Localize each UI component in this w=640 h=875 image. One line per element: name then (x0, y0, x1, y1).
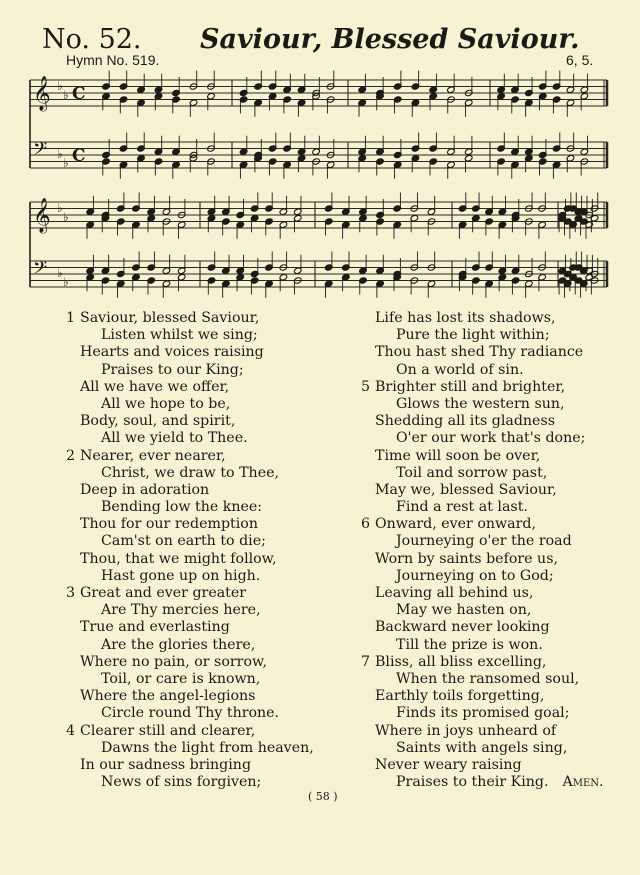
verse-line (80, 533, 314, 550)
verse-text: All we hope to be, (101, 395, 231, 412)
verse-text: Cam'st on earth to die; (101, 533, 266, 550)
verse-text: Clearer still and clearer, (80, 722, 256, 739)
page-number: ( 58 ) (308, 790, 338, 803)
verse-text: True and everlasting (80, 619, 230, 636)
verse-text: Toil and sorrow past, (396, 464, 548, 481)
verse-line (375, 671, 604, 688)
flat-icon: ♭ (63, 210, 69, 224)
verse-line (375, 430, 604, 447)
verse-line (375, 362, 604, 379)
verse-text: Dawns the light from heaven, (101, 739, 314, 756)
verse-text: Hearts and voices raising (80, 344, 264, 361)
verse-line (80, 413, 314, 430)
verse-text: Till the prize is won. (396, 636, 543, 653)
verse-line (80, 637, 314, 654)
verse-text: Find a rest at last. (396, 499, 528, 516)
verse-number: 7 (361, 653, 371, 670)
verse-line (80, 516, 314, 533)
verse-line (375, 482, 604, 499)
verse-text: Thou for our redemption (80, 516, 258, 533)
verses-left-column (66, 310, 314, 791)
verse-line (80, 379, 314, 396)
verse-line (80, 705, 314, 722)
verse-text: Time will soon be over, (375, 447, 541, 464)
verse-line (375, 327, 604, 344)
verse-line (80, 465, 314, 482)
verse-line (80, 757, 314, 774)
flat-icon: ♭ (63, 275, 69, 289)
verse-line (80, 327, 314, 344)
hymn-number: No. 52. (42, 24, 142, 55)
verse-line (80, 430, 314, 447)
verse-line (375, 705, 604, 722)
verse-text: Finds its promised goal; (396, 705, 570, 722)
verse-text: Where the angel-legions (80, 688, 256, 705)
verse-line (375, 757, 604, 774)
flat-icon: ♭ (57, 201, 63, 215)
verse-line (361, 516, 604, 533)
verse-text: News of sins forgiven; (101, 774, 262, 791)
verse-text: Glows the western sun, (396, 395, 565, 412)
verse-text: Earthly toils forgetting, (375, 688, 545, 705)
verse-line (375, 602, 604, 619)
verse-number: 5 (361, 378, 371, 395)
verse-line (66, 310, 314, 327)
flat-icon: ♭ (57, 147, 63, 161)
hymn-reference: Hymn No. 519. (66, 52, 160, 68)
verse-text: Saviour, blessed Saviour, (80, 310, 260, 326)
hymn-title: Saviour, Blessed Saviour. (200, 24, 580, 55)
verse-text: Thou, that we might follow, (80, 550, 277, 567)
verse-text: Christ, we draw to Thee, (101, 464, 279, 481)
verse-text: May we hasten on, (396, 602, 532, 619)
verse-text: O'er our work that's done; (396, 430, 586, 447)
verse-line (80, 344, 314, 361)
verse-line (80, 654, 314, 671)
verse-text: Toil, or care is known, (101, 670, 261, 687)
verse-text: Journeying on to God; (396, 567, 554, 584)
verse-text: All we have we offer, (80, 378, 230, 395)
verse-line (80, 602, 314, 619)
verse-line (375, 413, 604, 430)
verse-text: Body, soul, and spirit, (80, 413, 236, 430)
verse-number: 1 (66, 310, 76, 326)
common-time-icon: C (72, 84, 86, 104)
verse-line (375, 396, 604, 413)
music-score (0, 62, 640, 307)
flat-icon: ♭ (63, 88, 69, 102)
verse-line (375, 774, 604, 791)
flat-icon: ♭ (57, 266, 63, 280)
amen-label: Amen. (562, 774, 604, 791)
verse-line (80, 568, 314, 585)
verse-line (375, 619, 604, 636)
treble-clef-icon: 𝄞 (33, 76, 51, 111)
verse-text: Bliss, all bliss excelling, (375, 653, 547, 670)
verse-text: Praises to our King; (101, 361, 244, 378)
verse-text: On a world of sin. (396, 361, 524, 378)
verse-text: Brighter still and brighter, (375, 378, 566, 395)
verse-line (375, 499, 604, 516)
verse-text: Shedding all its gladness (375, 413, 556, 430)
verse-line (375, 740, 604, 757)
flat-icon: ♭ (57, 79, 63, 93)
common-time-icon: C (72, 146, 86, 166)
verse-line (80, 362, 314, 379)
verse-text: Bending low the knee: (101, 499, 263, 516)
verse-line (375, 533, 604, 550)
verse-text: Deep in adoration (80, 481, 210, 498)
staff-systems (30, 71, 607, 298)
verse-number: 4 (66, 722, 76, 739)
verse-text: Life has lost its shadows, (375, 310, 556, 326)
verse-line (361, 378, 604, 396)
verse-line (80, 499, 314, 516)
verse-text: Leaving all behind us, (375, 585, 534, 601)
verse-text: Saints with angels sing, (396, 739, 568, 756)
verse-text: May we, blessed Saviour, (375, 481, 557, 498)
verse-text: Where no pain, or sorrow, (80, 653, 267, 670)
verse-text: Great and ever greater (80, 585, 247, 601)
verse-line (375, 568, 604, 585)
verse-line (375, 723, 604, 740)
verse-text: Backward never looking (375, 619, 550, 636)
verse-line (80, 551, 314, 568)
verse-text: Are the glories there, (101, 636, 256, 653)
verse-line (375, 637, 604, 654)
verse-text: Circle round Thy throne. (101, 705, 280, 722)
verses-right-column (361, 310, 604, 791)
verse-line (375, 585, 604, 602)
verse-line (80, 740, 314, 757)
bass-clef-icon: 𝄢 (33, 258, 48, 283)
verse-text: Onward, ever onward, (375, 516, 537, 533)
verse-text: Pure the light within; (396, 327, 550, 344)
verse-text: Nearer, ever nearer, (80, 447, 226, 464)
meter: 6, 5. (566, 52, 594, 68)
verse-line (375, 310, 604, 327)
verse-text: Listen whilst we sing; (101, 327, 258, 344)
verse-text: Where in joys unheard of (375, 722, 557, 739)
verse-line (375, 688, 604, 705)
verse-text: When the ransomed soul, (396, 670, 580, 687)
verse-text: Worn by saints before us, (375, 550, 558, 567)
verse-line (375, 465, 604, 482)
treble-clef-icon: 𝄞 (33, 198, 51, 233)
flat-icon: ♭ (63, 156, 69, 170)
verse-text: Hast gone up on high. (101, 567, 261, 584)
verse-text: Praises to their King. (396, 774, 549, 791)
verse-number: 6 (361, 516, 371, 533)
verse-line (375, 448, 604, 465)
verse-line (66, 585, 314, 602)
verse-line (375, 344, 604, 361)
verse-line (80, 482, 314, 499)
verse-line (80, 619, 314, 636)
verse-number: 2 (66, 447, 76, 464)
verse-text: Are Thy mercies here, (101, 602, 261, 619)
verse-line (80, 774, 314, 791)
verse-line (66, 447, 314, 465)
verse-text: All we yield to Thee. (101, 430, 248, 447)
verse-text: Never weary raising (375, 756, 522, 773)
verse-line (361, 653, 604, 671)
verse-line (80, 671, 314, 688)
verse-line (375, 551, 604, 568)
verse-line (80, 396, 314, 413)
bass-clef-icon: 𝄢 (33, 139, 48, 164)
verse-line (80, 688, 314, 705)
verse-line (66, 722, 314, 740)
verse-text: Journeying o'er the road (396, 533, 572, 550)
verse-text: In our sadness bringing (80, 756, 252, 773)
verse-text: Thou hast shed Thy radiance (375, 344, 584, 361)
verse-number: 3 (66, 585, 76, 601)
